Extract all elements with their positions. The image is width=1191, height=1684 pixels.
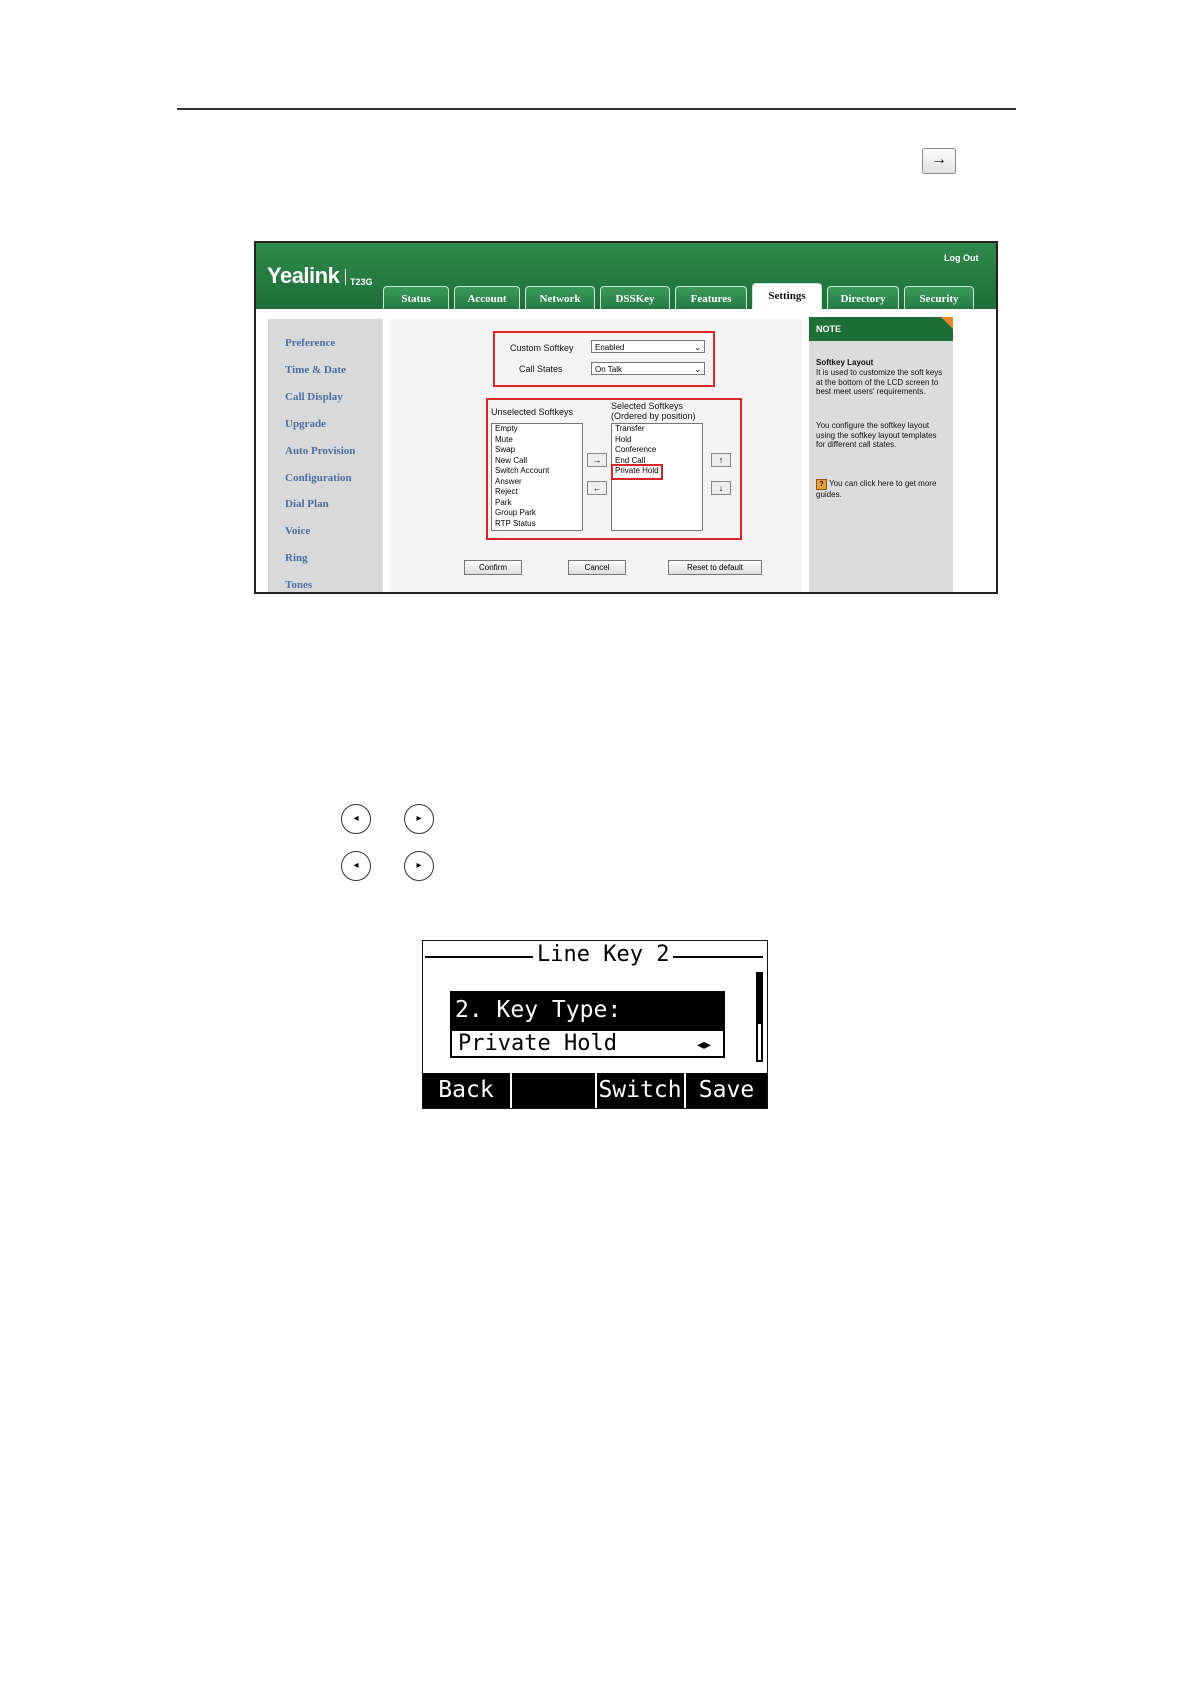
note-fold-icon	[941, 317, 953, 329]
tab-settings[interactable]: Settings	[752, 283, 822, 309]
move-up-button[interactable]: ↑	[711, 453, 731, 467]
list-item[interactable]: Answer	[495, 476, 522, 486]
left-navigation-key-icon: ◂	[341, 851, 371, 881]
private-hold-highlight	[611, 464, 663, 480]
header-rule	[177, 108, 1016, 110]
list-item[interactable]: New Call	[495, 455, 528, 465]
list-item[interactable]: Transfer	[615, 424, 645, 433]
sidebar-item-dial-plan[interactable]: Dial Plan	[285, 498, 329, 510]
confirm-button[interactable]: Confirm	[464, 560, 522, 575]
logo-divider	[345, 269, 346, 285]
lcd-item-label: 2. Key Type:	[455, 997, 622, 1023]
softkey-save[interactable]: Save	[698, 1077, 755, 1103]
cancel-button[interactable]: Cancel	[568, 560, 626, 575]
reset-to-default-button[interactable]: Reset to default	[668, 560, 762, 575]
list-item[interactable]: Private Hold	[615, 466, 659, 475]
sidebar-item-upgrade[interactable]: Upgrade	[285, 418, 326, 430]
right-navigation-key-icon: ▸	[404, 851, 434, 881]
help-icon: ?	[816, 479, 827, 490]
brand-logo: Yealink	[267, 263, 340, 288]
tab-features[interactable]: Features	[675, 286, 747, 309]
unselected-softkeys-title: Unselected Softkeys	[491, 407, 574, 417]
selected-title-line2: (Ordered by position)	[611, 411, 696, 421]
logout-link[interactable]: Log Out	[944, 253, 979, 263]
list-item[interactable]: Group Park	[495, 508, 536, 517]
list-item[interactable]: Swap	[495, 445, 516, 454]
list-item[interactable]: Empty	[495, 424, 518, 433]
sidebar-item-configuration[interactable]: Configuration	[285, 472, 352, 484]
lcd-scrollbar-thumb	[756, 972, 763, 1024]
call-states-label: Call States	[519, 364, 563, 374]
note-title: NOTE	[809, 317, 953, 341]
chevron-down-icon: ⌄	[694, 365, 701, 374]
note-paragraph-1: It is used to customize the soft keys at the bottom of the LCD screen to best meet users' requirements.	[816, 368, 943, 397]
sidebar	[268, 319, 383, 594]
phone-lcd-screen	[422, 940, 768, 1109]
sidebar-item-preference[interactable]: Preference	[285, 337, 336, 349]
list-item[interactable]: Hold	[615, 434, 632, 444]
lcd-title: Line Key 2	[533, 941, 673, 969]
softkey-back[interactable]: Back	[438, 1077, 494, 1103]
left-right-arrows-icon: ◂▸	[697, 1036, 712, 1052]
note-paragraph-2: You configure the softkey layout using the softkey layout templates for different call states.	[816, 421, 937, 450]
note-paragraph-3-text: You can click here to get more guides.	[816, 479, 937, 499]
list-item[interactable]: Mute	[495, 434, 513, 444]
sidebar-item-voice[interactable]: Voice	[285, 525, 311, 537]
note-paragraph-3[interactable]	[816, 479, 944, 500]
call-states-select[interactable]	[591, 362, 705, 375]
note-panel	[809, 317, 953, 594]
custom-softkey-label: Custom Softkey	[510, 343, 574, 353]
unselected-softkeys-list[interactable]	[491, 423, 583, 531]
model-label: T23G	[350, 277, 373, 287]
list-item[interactable]: Reject	[495, 487, 518, 496]
move-left-button[interactable]: ←	[587, 481, 607, 495]
tab-security[interactable]: Security	[904, 286, 974, 309]
move-right-button[interactable]: →	[587, 453, 607, 467]
selected-title-line1: Selected Softkeys	[611, 401, 684, 411]
list-item[interactable]: Park	[495, 497, 512, 507]
right-arrow-key-icon: →	[922, 148, 956, 174]
tab-network[interactable]: Network	[525, 286, 595, 309]
list-item[interactable]: Conference	[615, 445, 657, 454]
custom-softkey-value: Enabled	[595, 343, 625, 352]
note-heading: Softkey Layout	[816, 358, 874, 367]
call-states-value: On Talk	[595, 365, 622, 374]
sidebar-item-time-date[interactable]: Time & Date	[285, 364, 346, 376]
softkey-layout-panel	[389, 319, 802, 594]
list-item[interactable]: Switch Account	[495, 466, 550, 475]
right-navigation-key-icon: ▸	[404, 804, 434, 834]
left-navigation-key-icon: ◂	[341, 804, 371, 834]
chevron-down-icon: ⌄	[694, 343, 701, 352]
list-item[interactable]: End Call	[615, 455, 646, 465]
softkey-switch[interactable]: Switch	[598, 1077, 682, 1103]
custom-softkey-select[interactable]	[591, 340, 705, 353]
tab-status[interactable]: Status	[383, 286, 449, 309]
sidebar-item-tones[interactable]: Tones	[285, 579, 313, 591]
tab-dsskey[interactable]: DSSKey	[600, 286, 670, 309]
web-ui-screenshot	[254, 241, 998, 594]
lcd-value: Private Hold	[458, 1031, 617, 1056]
web-header	[256, 243, 996, 309]
list-item[interactable]: RTP Status	[495, 518, 536, 528]
tab-account[interactable]: Account	[454, 286, 520, 309]
sidebar-item-ring[interactable]: Ring	[285, 552, 308, 564]
selected-softkeys-title	[611, 401, 696, 421]
move-down-button[interactable]: ↓	[711, 481, 731, 495]
sidebar-item-auto-provision[interactable]: Auto Provision	[285, 445, 356, 457]
tab-directory[interactable]: Directory	[827, 286, 899, 309]
softkey-empty[interactable]	[512, 1074, 594, 1107]
sidebar-item-call-display[interactable]: Call Display	[285, 391, 343, 403]
